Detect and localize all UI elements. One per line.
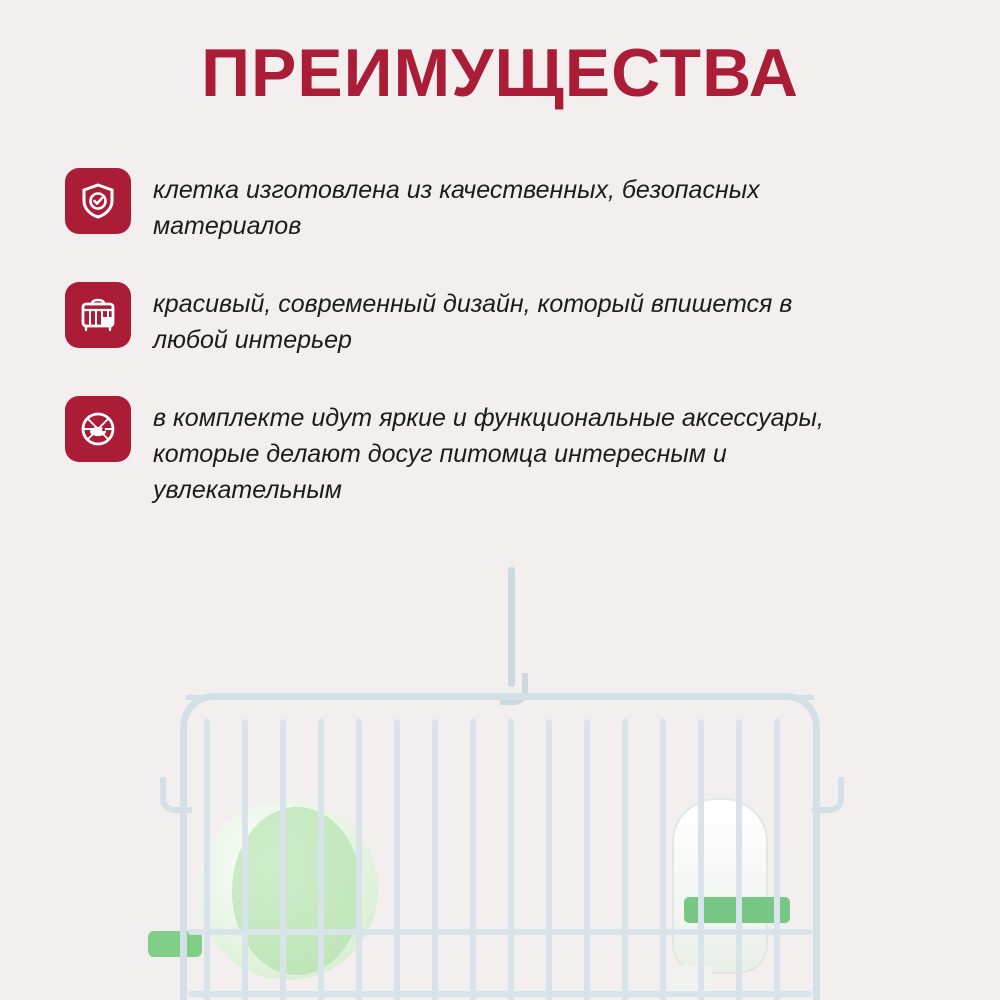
feature-item: [65, 282, 925, 358]
feature-text: клетка изготовлена из качественных, безопасных материалов: [153, 176, 760, 240]
cage-frame: [180, 693, 820, 1000]
page-title: ПРЕИМУЩЕСТВА: [201, 35, 799, 111]
features-list: [65, 168, 925, 546]
hamster-wheel-icon: [65, 396, 131, 462]
pet-carrier-icon: [65, 282, 131, 348]
cage-hook-left: [160, 777, 192, 813]
feature-text: в комплекте идут яркие и функциональные аксессуары, которые делают досуг питомца интересным и увлекательным: [153, 404, 824, 504]
cage-hook-right: [812, 777, 844, 813]
feature-text: красивый, современный дизайн, который впишется в любой интерьер: [153, 290, 793, 354]
feature-item: [65, 168, 925, 244]
cage-antenna: [508, 567, 515, 687]
shield-check-icon: [65, 168, 131, 234]
feature-item: [65, 396, 925, 508]
pet-cage-photo: [0, 545, 1000, 1000]
cage-top-rail: [186, 695, 814, 700]
